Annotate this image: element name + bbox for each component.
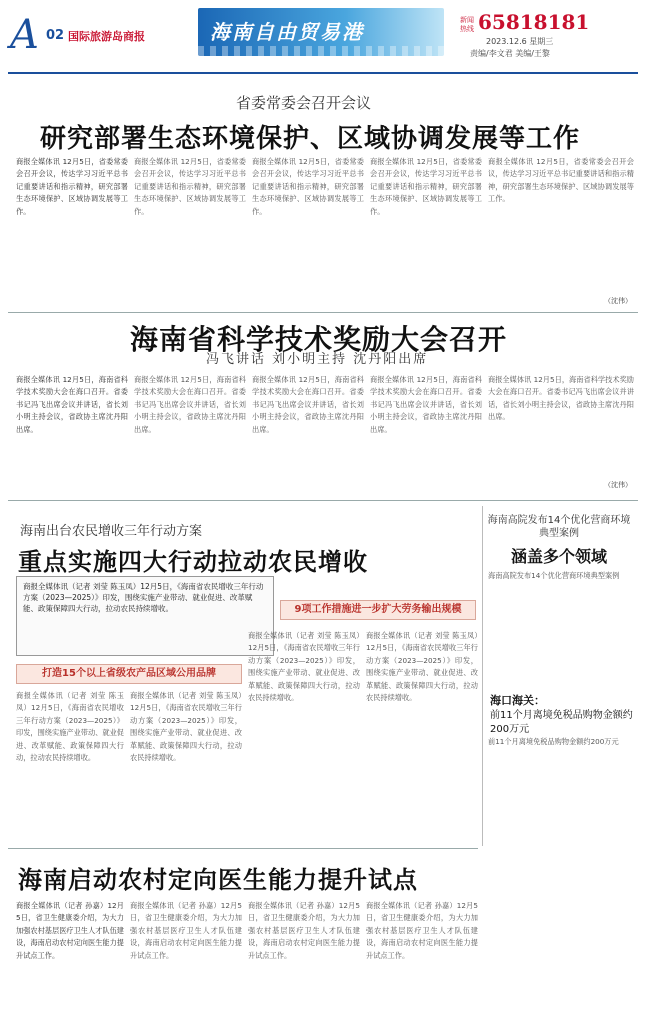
story6-body-col2: 商报全媒体讯（记者 孙嘉）12月5日，省卫生健康委介绍，为大力加强农村基层医疗卫生人才队伍建设，海南启动农村定向医生能力提升试点工作。 bbox=[130, 901, 242, 960]
story2-body-col5: 商报全媒体讯 12月5日，海南省科学技术奖励大会在海口召开。省委书记冯飞出席会议并讲话，省长刘小明主持会议，省政协主席沈丹阳出席。 bbox=[488, 375, 634, 422]
divider bbox=[8, 312, 638, 313]
story2-body-col3: 商报全媒体讯 12月5日，海南省科学技术奖励大会在海口召开。省委书记冯飞出席会议并讲话，省长刘小明主持会议，省政协主席沈丹阳出席。 bbox=[252, 375, 364, 434]
story3-kicker: 海南出台农民增收三年行动方案 bbox=[20, 524, 203, 539]
banner-decoration bbox=[198, 46, 444, 56]
masthead bbox=[8, 6, 638, 78]
story1-headline: 研究部署生态环境保护、区域协调发展等工作 bbox=[40, 124, 581, 154]
story1-body-col4: 商报全媒体讯 12月5日，省委常委会召开会议，传达学习习近平总书记重要讲话和指示精神，研究部署生态环境保护、区域协调发展等工作。 bbox=[370, 157, 482, 216]
story5-headline: 前11个月离境免税品购物金额约200万元 bbox=[490, 710, 633, 735]
page-letter: A bbox=[10, 12, 39, 58]
story3-summary-box: 商报全媒体讯（记者 刘莹 陈玉凤）12月5日，《海南省农民增收三年行动方案（2023—2025）》印发，围绕实施产业带动、就业促进、改革赋能、政策保障四大行动，拉动农民持续增收。 bbox=[16, 576, 274, 656]
story4-body: 海南高院发布14个优化营商环境典型案例 bbox=[488, 571, 620, 580]
story5-body: 前11个月离境免税品购物金额约200万元 bbox=[488, 737, 619, 746]
story3-body-col3: 商报全媒体讯（记者 刘莹 陈玉凤）12月5日，《海南省农民增收三年行动方案（2023—2025）》印发，围绕实施产业带动、就业促进、改革赋能、政策保障四大行动，拉动农民持续增收。 bbox=[248, 631, 360, 703]
story1-body-col3: 商报全媒体讯 12月5日，省委常委会召开会议，传达学习习近平总书记重要讲话和指示精神，研究部署生态环境保护、区域协调发展等工作。 bbox=[252, 157, 364, 216]
story4-headline: 涵盖多个领域 bbox=[510, 547, 607, 566]
story1-body-col2: 商报全媒体讯 12月5日，省委常委会召开会议，传达学习习近平总书记重要讲话和指示精神，研究部署生态环境保护、区域协调发展等工作。 bbox=[134, 157, 246, 216]
story2-body-col2: 商报全媒体讯 12月5日，海南省科学技术奖励大会在海口召开。省委书记冯飞出席会议并讲话，省长刘小明主持会议，省政协主席沈丹阳出席。 bbox=[134, 375, 246, 434]
story3-body-col2: 商报全媒体讯（记者 刘莹 陈玉凤）12月5日，《海南省农民增收三年行动方案（2023—2025）》印发，围绕实施产业带动、就业促进、改革赋能、政策保障四大行动，拉动农民持续增收。 bbox=[130, 691, 242, 763]
story5-headline-block bbox=[490, 694, 640, 737]
story1-byline: （沈伟） bbox=[604, 297, 632, 305]
paper-name: 国际旅游岛商报 bbox=[68, 30, 145, 43]
story2-headline: 海南省科学技术奖励大会召开 bbox=[130, 323, 508, 356]
hotline-label: 新闻热线 bbox=[460, 16, 474, 33]
story1-lead: 商报全媒体讯 12月5日，省委常委会召开会议，传达学习习近平总书记重要讲话和指示精神，研究部署生态环境保护、区域协调发展等工作。 bbox=[16, 157, 128, 216]
divider bbox=[8, 848, 478, 849]
story2-byline: （沈伟） bbox=[604, 481, 632, 489]
story6-body-col4: 商报全媒体讯（记者 孙嘉）12月5日，省卫生健康委介绍，为大力加强农村基层医疗卫生人才队伍建设，海南启动农村定向医生能力提升试点工作。 bbox=[366, 901, 478, 960]
story3-body-col4: 商报全媒体讯（记者 刘莹 陈玉凤）12月5日，《海南省农民增收三年行动方案（2023—2025）》印发，围绕实施产业带动、就业促进、改革赋能、政策保障四大行动，拉动农民持续增收。 bbox=[366, 631, 478, 703]
story2-body-col4: 商报全媒体讯 12月5日，海南省科学技术奖励大会在海口召开。省委书记冯飞出席会议并讲话，省长刘小明主持会议，省政协主席沈丹阳出席。 bbox=[370, 375, 482, 434]
story5-tag: 海口海关： bbox=[490, 694, 545, 707]
issue-date: 2023.12.6 星期三 bbox=[486, 37, 554, 46]
story6-lead: 商报全媒体讯（记者 孙嘉）12月5日，省卫生健康委介绍，为大力加强农村基层医疗卫生人才队伍建设，海南启动农村定向医生能力提升试点工作。 bbox=[16, 901, 124, 960]
story6-body-col3: 商报全媒体讯（记者 孙嘉）12月5日，省卫生健康委介绍，为大力加强农村基层医疗卫生人才队伍建设，海南启动农村定向医生能力提升试点工作。 bbox=[248, 901, 360, 960]
hotline-number: 65818181 bbox=[478, 10, 590, 34]
page-number: 02 bbox=[46, 28, 65, 43]
story6-headline: 海南启动农村定向医生能力提升试点 bbox=[18, 866, 418, 894]
column-rule bbox=[482, 506, 483, 846]
story4-tag: 海南高院发布14个优化营商环境典型案例 bbox=[487, 515, 631, 539]
story3-subhead-left: 打造15个以上省级农产品区域公用品牌 bbox=[16, 664, 242, 684]
story1-body-col5: 商报全媒体讯 12月5日，省委常委会召开会议，传达学习习近平总书记重要讲话和指示精神，研究部署生态环境保护、区域协调发展等工作。 bbox=[488, 157, 634, 204]
story1-kicker: 省委常委会召开会议 bbox=[236, 94, 372, 112]
masthead-rule bbox=[8, 72, 638, 74]
section-banner bbox=[198, 8, 444, 56]
editor-credits: 责编/李文君 美编/王黎 bbox=[470, 49, 550, 58]
story3-headline: 重点实施四大行动拉动农民增收 bbox=[18, 548, 368, 576]
banner-title: 海南自由贸易港 bbox=[210, 20, 364, 44]
divider bbox=[8, 500, 638, 501]
story2-lead: 商报全媒体讯 12月5日，海南省科学技术奖励大会在海口召开。省委书记冯飞出席会议并讲话，省长刘小明主持会议，省政协主席沈丹阳出席。 bbox=[16, 375, 128, 434]
story3-subhead-mid: 9项工作措施进一步扩大劳务输出规模 bbox=[280, 600, 476, 620]
story2-subline: 冯飞讲话 刘小明主持 沈丹阳出席 bbox=[206, 352, 429, 367]
story3-body-col1: 商报全媒体讯（记者 刘莹 陈玉凤）12月5日，《海南省农民增收三年行动方案（2023—2025）》印发，围绕实施产业带动、就业促进、改革赋能、政策保障四大行动，拉动农民持续增收。 bbox=[16, 691, 124, 763]
